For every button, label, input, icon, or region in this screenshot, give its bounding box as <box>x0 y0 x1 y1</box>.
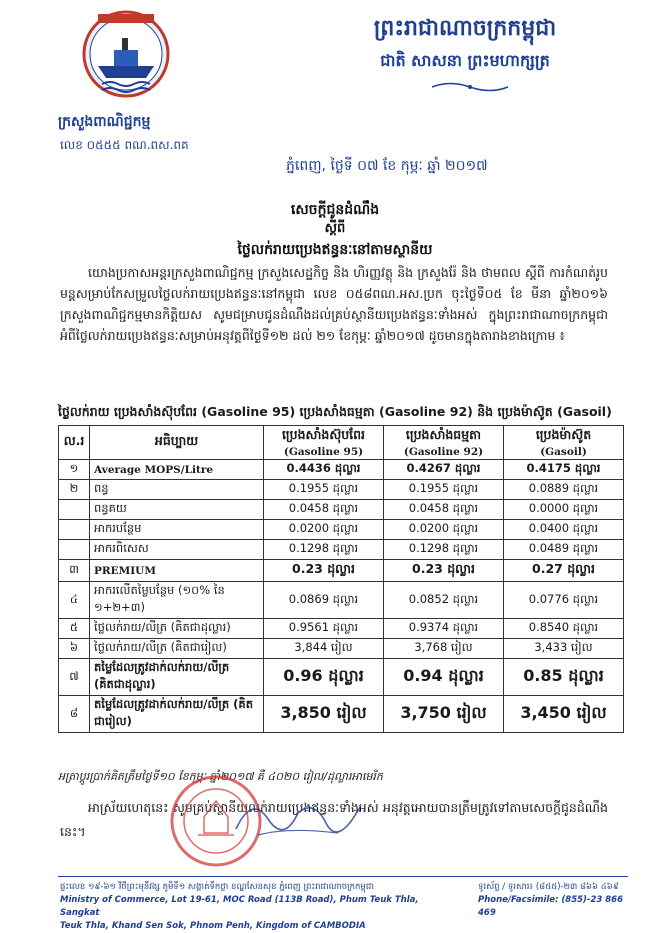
header-gasoline92 <box>384 426 504 460</box>
row-no: ៣ <box>59 560 90 582</box>
cell-gasoline95: 0.1298 ដុល្លារ <box>264 540 384 560</box>
cell-gasoil: 0.0889 ដុល្លារ <box>504 480 624 500</box>
footer-address <box>60 881 460 933</box>
cell-gasoline92: 0.0852 ដុល្លារ <box>384 582 504 619</box>
row-no: ៤ <box>59 582 90 619</box>
cell-gasoline92: 0.23 ដុល្លារ <box>384 560 504 582</box>
cell-gasoil: 0.85 ដុល្លារ <box>504 659 624 696</box>
row-description: Average MOPS/Litre <box>90 460 264 480</box>
row-description: អាករលើតម្លៃបន្ថែម (១០% នៃ ១+២+៣) <box>90 582 264 619</box>
cell-gasoil: 0.27 ដុល្លារ <box>504 560 624 582</box>
row-description: ពន្ធគយ <box>90 500 264 520</box>
cell-gasoline95: 0.9561 ដុល្លារ <box>264 619 384 639</box>
row-description: អាករបន្ថែម <box>90 520 264 540</box>
signature-icon <box>228 789 368 844</box>
ministry-logo <box>80 6 172 106</box>
cell-gasoil: 3,433 រៀល <box>504 639 624 659</box>
cell-gasoline95: 0.0200 ដុល្លារ <box>264 520 384 540</box>
cell-gasoline95: 0.96 ដុល្លារ <box>264 659 384 696</box>
table-row <box>59 560 624 582</box>
cell-gasoline95: 3,844 រៀល <box>264 639 384 659</box>
exchange-rate-footnote: អត្រាប្តូរប្រាក់គិតត្រឹមថ្ងៃទី១០ ខែកុម្ភៈ ឆ្នាំ២០១៧ គឺ ៤០២០ រៀល/ដុល្លារអាមេរិក <box>58 770 383 783</box>
cell-gasoline92: 0.9374 ដុល្លារ <box>384 619 504 639</box>
table-row <box>59 520 624 540</box>
row-description: ពន្ធ <box>90 480 264 500</box>
row-no <box>59 520 90 540</box>
row-description: ថ្លៃលក់រាយ/លីត្រ (គិតជារៀល) <box>90 639 264 659</box>
cell-gasoline95: 3,850 រៀល <box>264 696 384 733</box>
table-row <box>59 500 624 520</box>
footer-address-en-2: Teuk Thla, Khand Sen Sok, Phnom Penh, Kingdom of CAMBODIA <box>60 921 366 931</box>
header-gasoline95-en: (Gasoline 95) <box>283 446 364 458</box>
header-gasoline92-en: (Gasoline 92) <box>403 446 484 458</box>
cell-gasoil: 0.0776 ដុល្លារ <box>504 582 624 619</box>
notice-subject: ថ្លៃលក់រាយប្រេងឥន្ធនៈនៅតាមស្ថានីយ <box>237 242 433 258</box>
row-no: ៨ <box>59 696 90 733</box>
kingdom-title: ព្រះរាជាណាចក្រកម្ពុជា <box>373 16 557 41</box>
national-motto: ជាតិ សាសនា ព្រះមហាក្សត្រ <box>380 51 550 70</box>
cell-gasoline92: 0.1298 ដុល្លារ <box>384 540 504 560</box>
table-header-row <box>59 426 624 460</box>
cell-gasoil: 0.0400 ដុល្លារ <box>504 520 624 540</box>
fuel-price-table <box>58 425 624 733</box>
row-description: ថ្លៃលក់រាយ/លីត្រ (គិតជាដុល្លារ) <box>90 619 264 639</box>
table-row <box>59 696 624 733</box>
cell-gasoil: 0.4175 ដុល្លារ <box>504 460 624 480</box>
row-no: ៧ <box>59 659 90 696</box>
date-line: ភ្នំពេញ, ថ្ងៃទី ០៧ ខែ កុម្ភៈ ឆ្នាំ ២០១៧ <box>286 158 488 174</box>
table-row <box>59 639 624 659</box>
row-description: PREMIUM <box>90 560 264 582</box>
cell-gasoline92: 3,750 រៀល <box>384 696 504 733</box>
header-description: អធិប្បាយ <box>90 426 264 460</box>
header-gasoil-en: (Gasoil) <box>540 446 587 458</box>
table-heading: ថ្លៃលក់រាយ ប្រេងសាំងស៊ុបពែរ (Gasoline 95) ប្រេងសាំងធម្មតា (Gasoline 92) និង ប្រេងម៉ាស៊ូត (Gasoil) <box>58 404 612 419</box>
table-row <box>59 582 624 619</box>
table-row <box>59 619 624 639</box>
row-no: ៦ <box>59 639 90 659</box>
table-row <box>59 480 624 500</box>
cell-gasoil: 0.0000 ដុល្លារ <box>504 500 624 520</box>
table-row <box>59 540 624 560</box>
cell-gasoline92: 0.94 ដុល្លារ <box>384 659 504 696</box>
cell-gasoline95: 0.0458 ដុល្លារ <box>264 500 384 520</box>
row-description: អាករពិសេស <box>90 540 264 560</box>
cell-gasoline95: 0.1955 ដុល្លារ <box>264 480 384 500</box>
header-gasoil-kh: ប្រេងម៉ាស៊ូត <box>535 427 592 442</box>
notice-about: ស្តីពី <box>324 221 346 236</box>
row-no: ៥ <box>59 619 90 639</box>
footer-address-en-1: Ministry of Commerce, Lot 19-61, MOC Road (113B Road), Phum Teuk Thla, Sangkat <box>60 895 419 918</box>
row-description: តម្លៃដែលត្រូវដាក់លក់រាយ/លីត្រ (គិតជារៀល) <box>90 696 264 733</box>
reference-number: លេខ ០៥៥៥ ពណ.ពស.ពគ <box>60 138 189 152</box>
cell-gasoline92: 0.4267 ដុល្លារ <box>384 460 504 480</box>
cell-gasoline92: 3,768 រៀល <box>384 639 504 659</box>
footer-contact <box>478 881 628 920</box>
cell-gasoil: 0.8540 ដុល្លារ <box>504 619 624 639</box>
ministry-name: ក្រសួងពាណិជ្ជកម្ម <box>58 114 151 130</box>
row-description: តម្លៃដែលត្រូវដាក់លក់រាយ/លីត្រ (គិតជាដុល្លារ) <box>90 659 264 696</box>
cell-gasoil: 0.0489 ដុល្លារ <box>504 540 624 560</box>
row-no: ២ <box>59 480 90 500</box>
notice-body: យោងប្រកាសអន្តរក្រសួងពាណិជ្ជកម្ម ក្រសួងសេដ្ឋកិច្ច និង ហិរញ្ញវត្ថុ និង ក្រសួងរ៉ែ និង ថាមពល ស្តីពី ការកំណត់រូបមន្តសម្រាប់កែសម្រួលថ្លៃលក់រាយប្រេងឥន្ធនៈនៅកម្ពុជា លេខ ០៥៨ពណ.អស.ប្រក ចុះថ្ងៃទី០៥ ខែ មីនា ឆ្នាំ២០១៦ ក្រសួងពាណិជ្ជកម្មមានកិត្តិយស សូមជម្រាបជូនដំណឹងដល់គ្រប់ស្ថានីយប្រេងឥន្ធនៈទាំងអស់ ក្នុងព្រះរាជាណាចក្រកម្ពុជា អំពីថ្លៃលក់រាយប្រេងឥន្ធនៈសម្រាប់អនុវត្តពីថ្ងៃទី១២ ដល់ ២១ ខែកុម្ភៈ ឆ្នាំ២០១៧ ដូចមានក្នុងតារាងខាងក្រោម ៖ <box>60 265 608 343</box>
row-no <box>59 500 90 520</box>
table-row <box>59 659 624 696</box>
header-gasoil <box>504 426 624 460</box>
closing-text: អាស្រ័យហេតុនេះ សូមគ្រប់ស្ថានីយលក់រាយប្រេងឥន្ធនៈទាំងអស់ អនុវត្តអោយបានត្រឹមត្រូវទៅតាមសេចក្តីជូនដំណឹងនេះ។ <box>60 800 608 839</box>
cell-gasoline95: 0.23 ដុល្លារ <box>264 560 384 582</box>
cell-gasoline92: 0.1955 ដុល្លារ <box>384 480 504 500</box>
footer-phone-kh: ទូរស័ព្ទ / ទូរសារ៖ (៨៥៥)-២៣ ៨៦៦ ៤៦៩ <box>478 882 619 892</box>
cell-gasoline92: 0.0200 ដុល្លារ <box>384 520 504 540</box>
cell-gasoline95: 0.4436 ដុល្លារ <box>264 460 384 480</box>
header-gasoline95-kh: ប្រេងសាំងស៊ុបពែរ <box>281 427 366 442</box>
footer-phone-en: Phone/Facsimile: (855)-23 866 469 <box>478 895 623 918</box>
cell-gasoline95: 0.0869 ដុល្លារ <box>264 582 384 619</box>
header-gasoline92-kh: ប្រេងសាំងធម្មតា <box>405 427 482 442</box>
ornament-divider-icon <box>430 80 510 94</box>
row-no <box>59 540 90 560</box>
cell-gasoline92: 0.0458 ដុល្លារ <box>384 500 504 520</box>
row-no: ១ <box>59 460 90 480</box>
header-gasoline95 <box>264 426 384 460</box>
footer-address-kh: ផ្ទះលេខ ១៩-៦១ វិថីព្រះមុនីវង្ស ភូមិទី១ សង្កាត់ទឹកថ្លា ខណ្ឌសែនសុខ ភ្នំពេញ ព្រះរាជាណាចក្រកម្ពុជា <box>60 882 374 892</box>
table-row <box>59 460 624 480</box>
notice-title: សេចក្តីជូនដំណឹង <box>290 202 380 218</box>
footer-divider <box>58 876 628 877</box>
cell-gasoil: 3,450 រៀល <box>504 696 624 733</box>
header-no: ល.រ <box>59 426 90 460</box>
